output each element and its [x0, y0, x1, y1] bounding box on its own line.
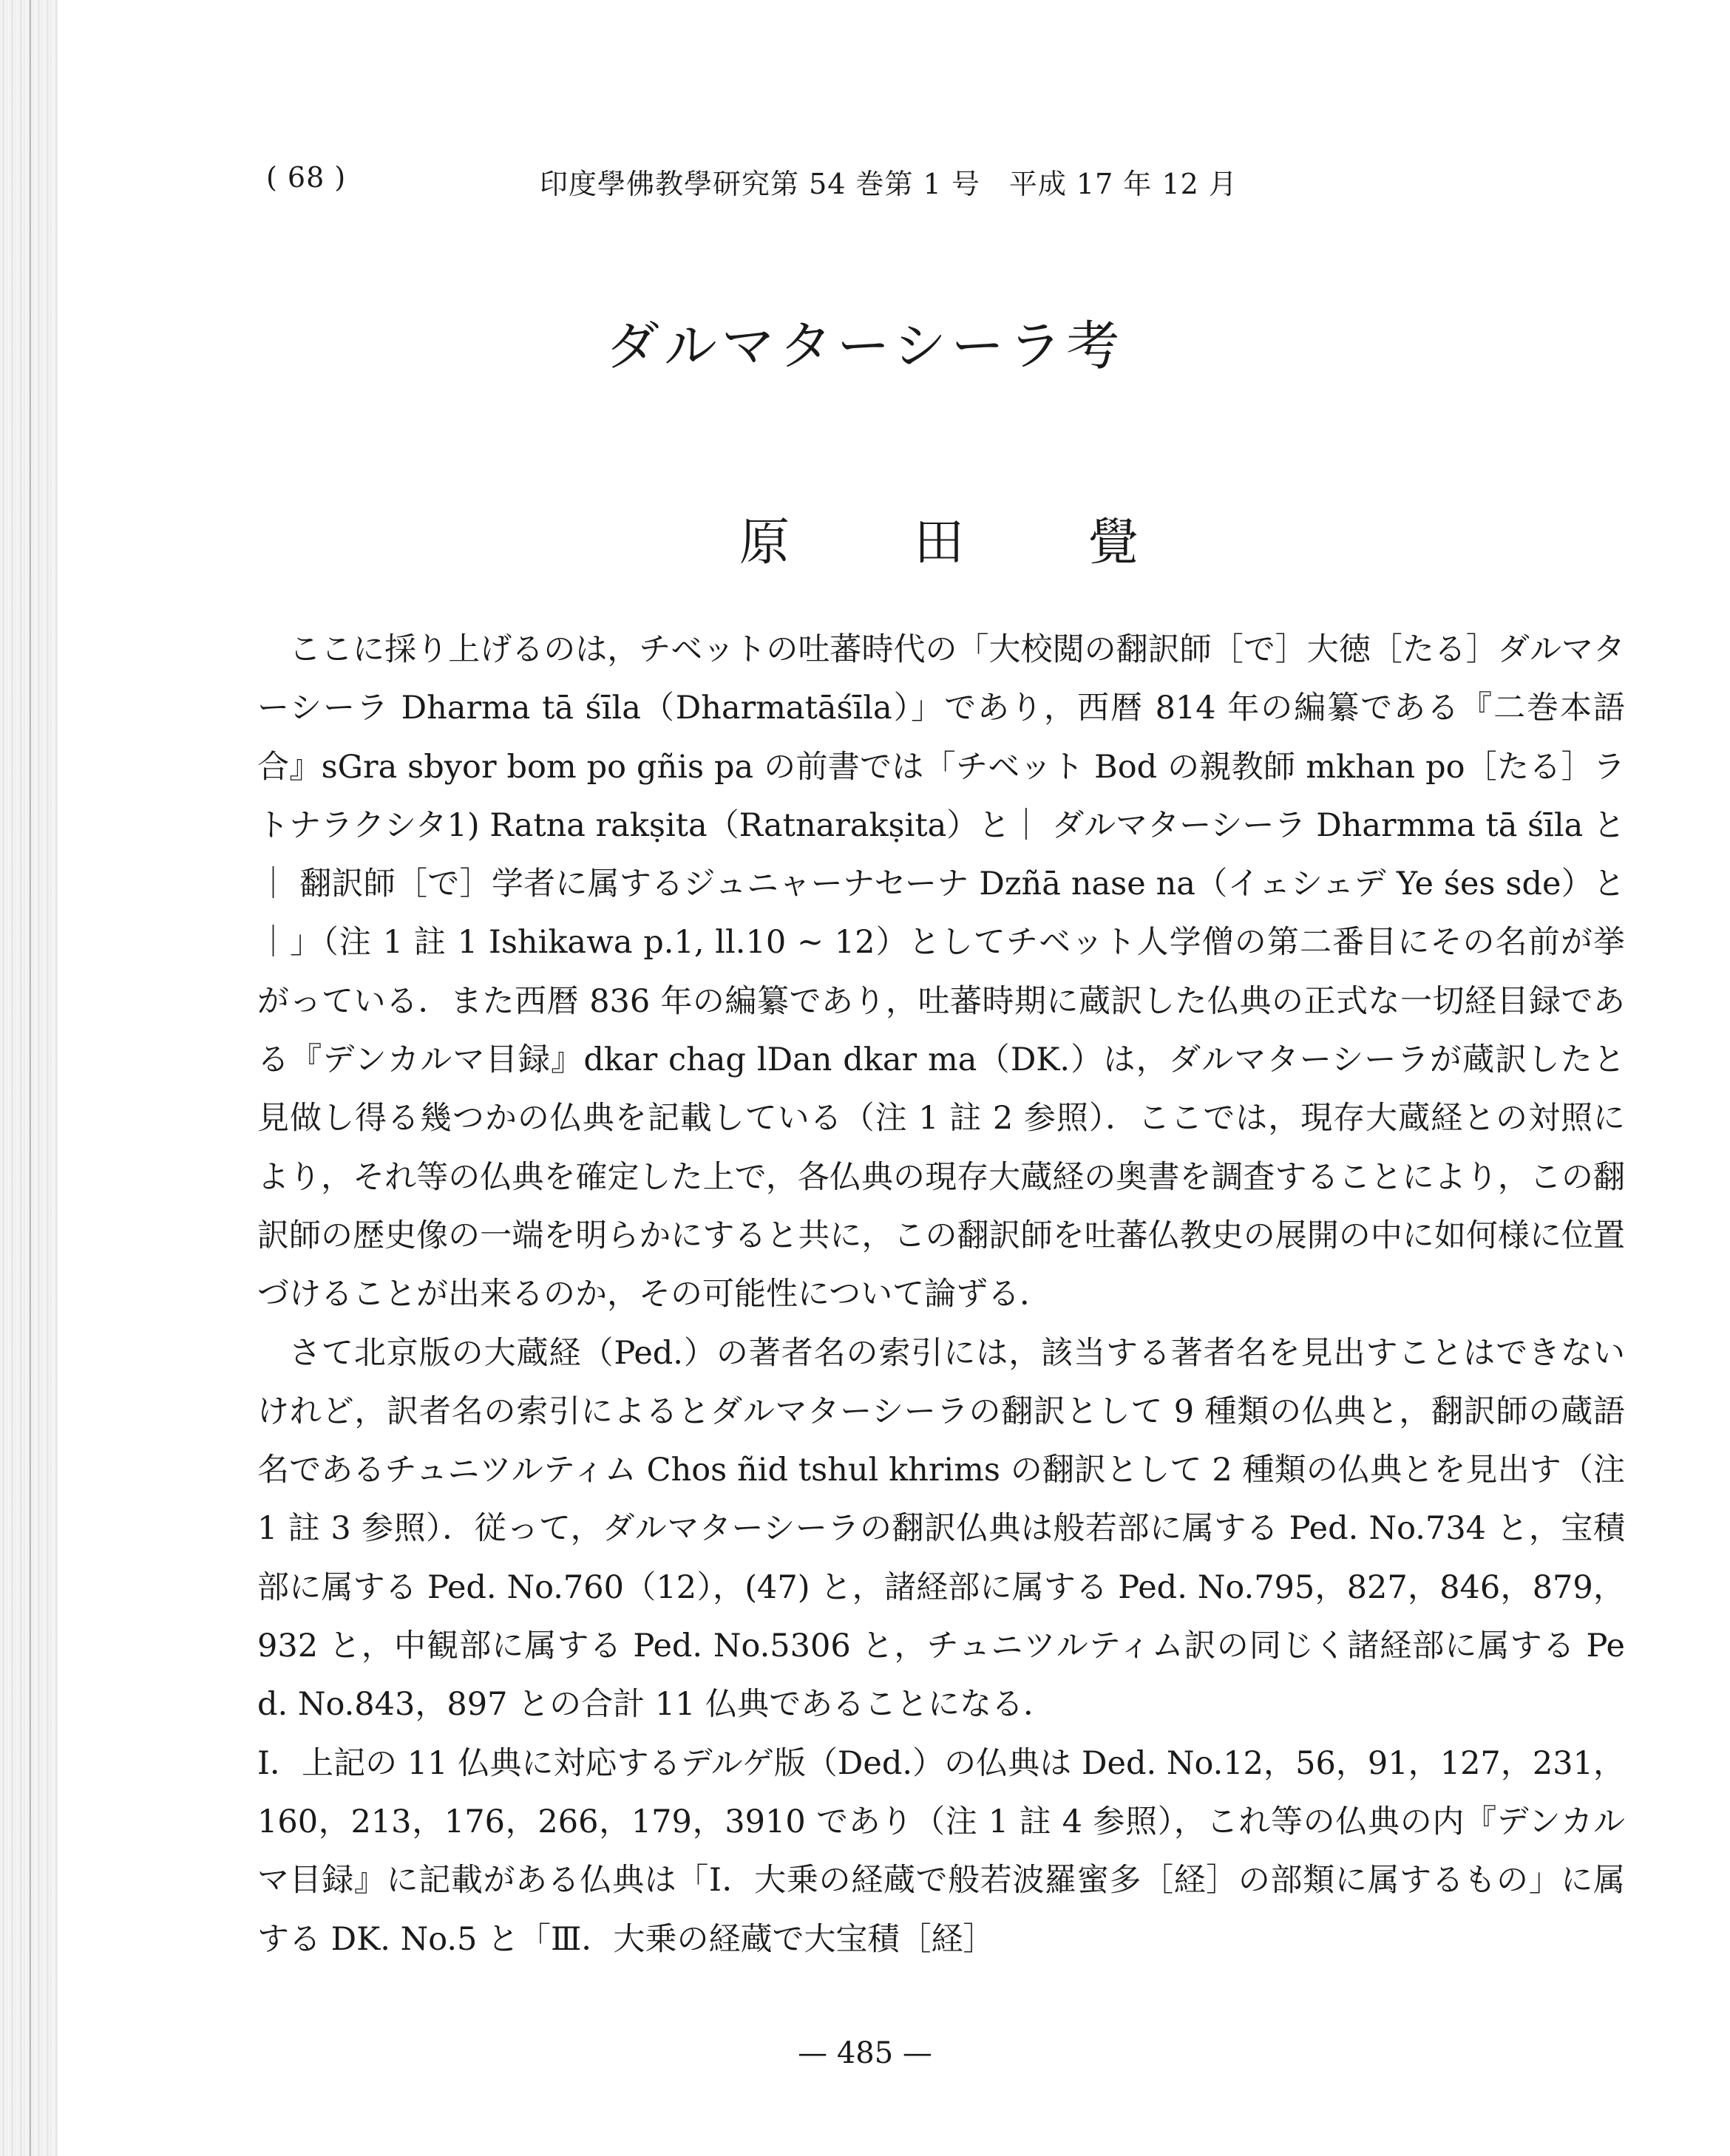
running-header — [266, 161, 1523, 205]
header-journal: 印度學佛教學研究第 54 巻第 1 号 平成 17 年 12 月 — [540, 168, 1238, 200]
page-footer-number: — 485 — — [798, 2036, 932, 2070]
article-body — [257, 621, 1625, 1969]
header-page-number: ( 68 ) — [266, 161, 347, 194]
author-char-1: 原 — [739, 514, 790, 572]
article-title: ダルマターシーラ考 — [606, 315, 1124, 377]
author-char-3: 覺 — [1088, 514, 1139, 572]
paragraph-2: さて北京版の大蔵経（Ped.）の著者名の索引には，該当する著者名を見出すことはできないけれど，訳者名の索引によるとダルマターシーラの翻訳として 9 種類の仏典と，翻訳師の蔵語名であるチュニツルティム Chos ñid tshul khrims の翻訳として 2 種類の仏典とを見出す（注 1 註 3 参照）．従って，ダルマターシーラの翻訳仏典は般若部に属する Ped. No.734 と，宝積部に属する Ped. No.760（12），(47) と，諸経部に属する Ped. No.795，827，846，879，932 と，中観部に属する Ped. No.5306 と，チュニツルティム訳の同じく諸経部に属する Ped. No.843，897 との合計 11 仏典であることになる． — [257, 1334, 1625, 1724]
paragraph-1: ここに採り上げるのは，チベットの吐蕃時代の「大校閲の翻訳師［で］大徳［たる］ダルマターシーラ Dharma tā śīla（Dharmatāśīla）」であり，西暦 814 年の編纂である『二巻本語合』sGra sbyor bom po gñis pa の前書では「チベット Bod の親教師 mkhan po［たる］ラトナラクシタ1) Ratna rakṣita（Ratnarakṣita）と｜ ダルマターシーラ Dharmma tā śīla と｜ 翻訳師［で］学者に属するジュニャーナセーナ Dzñā nase na（イェシェデ Ye śes sde）と｜」（注 1 註 1 Ishikawa p.1, ll.10 ~ 12）としてチベット人学僧の第二番目にその名前が挙がっている．また西暦 836 年の編纂であり，吐蕃時期に蔵訳した仏典の正式な一切経目録である『デンカルマ目録』dkar chag lDan dkar ma（DK.）は，ダルマターシーラが蔵訳したと見做し得る幾つかの仏典を記載している（注 1 註 2 参照）．ここでは，現存大蔵経との対照により，それ等の仏典を確定した上で，各仏典の現存大蔵経の奥書を調査することにより，この翻訳師の歴史像の一端を明らかにすると共に，この翻訳師を吐蕃仏教史の展開の中に如何様に位置づけることが出来るのか，その可能性について論ずる． — [257, 631, 1626, 1313]
paragraph-3: Ⅰ．上記の 11 仏典に対応するデルゲ版（Ded.）の仏典は Ded. No.12，56，91，127，231，160，213，176，266，179，3910 であり（注 1 註 4 参照），これ等の仏典の内『デンカルマ目録』に記載がある仏典は「Ⅰ．大乗の経蔵で般若波羅蜜多［経］の部類に属するもの」に属する DK. No.5 と「Ⅲ．大乗の経蔵で大宝積［経］ — [257, 1744, 1625, 1958]
author-name — [739, 503, 1139, 574]
author-char-2: 田 — [913, 514, 964, 572]
